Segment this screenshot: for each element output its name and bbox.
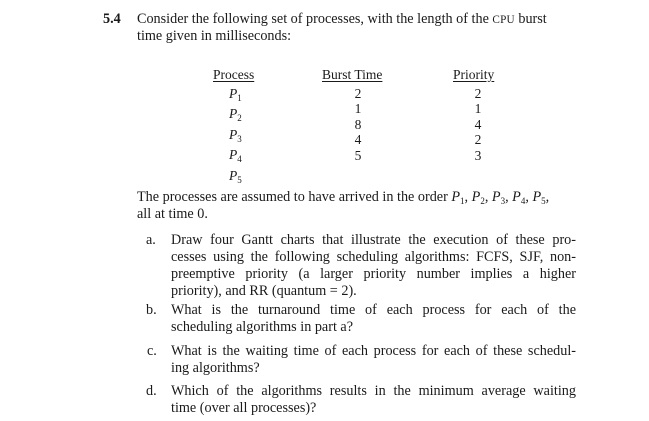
item-a-line: priority), and RR (quantum = 2). [171, 283, 357, 299]
priority-cell: 2 [474, 86, 482, 101]
burst-cell: 1 [354, 101, 362, 117]
arrival-sub: 2 [480, 196, 485, 206]
item-b-line: What is the turnaround time of each process for each of the [171, 302, 576, 318]
process-cell: $P_1$ [229, 86, 242, 103]
arrival-sub: 5 [541, 196, 546, 206]
item-b-text [171, 302, 576, 336]
problem-number: 5.4 [103, 11, 121, 27]
process-cell: $P_4$ [229, 147, 242, 165]
intro-text: Consider the following set of processes, with the length of the [137, 11, 493, 27]
problem-intro-line2: time given in milliseconds: [137, 28, 292, 44]
arrival-sub: 3 [500, 196, 506, 206]
item-c-label: c. [147, 343, 157, 359]
item-b-label: b. [146, 302, 157, 318]
item-a-line: preemptive priority (a larger priority number implies a higher [171, 266, 576, 282]
item-a-label: a. [146, 232, 156, 248]
priority-cell: 3 [474, 147, 482, 163]
item-b-line: scheduling algorithms in part a? [171, 319, 354, 335]
burst-cell: 4 [354, 132, 362, 148]
arrival-sep: , [464, 189, 472, 205]
arrival-sub: 4 [520, 196, 526, 206]
process-cell: $P_3$ [229, 126, 242, 144]
item-c-line: ing algorithms? [171, 360, 260, 376]
burst-cell: 8 [354, 116, 362, 132]
item-d-line: time (over all processes)? [171, 400, 317, 416]
arrival-end: , [545, 189, 550, 205]
item-a-line: Draw four Gantt charts that illustrate the execution of these pro- [171, 232, 576, 248]
arrival-process: P [532, 189, 542, 205]
arrival-sep: , [505, 189, 513, 205]
header-burst-time: Burst Time [322, 67, 383, 82]
intro-text-end: burst [514, 11, 547, 27]
process-column [229, 86, 242, 188]
cpu-smallcaps: CPU [492, 14, 515, 26]
item-a-line: cesses using the following scheduling algorithms: FCFS, SJF, non- [171, 249, 576, 265]
header-process: Process [213, 67, 255, 82]
arrival-process: P [512, 189, 521, 205]
arrival-process: P [471, 189, 481, 205]
priority-cell: 2 [474, 132, 482, 148]
arrival-text: The processes are assumed to have arrived in the order [137, 189, 452, 205]
burst-time-column [352, 86, 364, 163]
arrival-process: P [491, 189, 501, 205]
header-priority: Priority [453, 67, 495, 82]
arrival-process: P [451, 189, 461, 205]
item-c-text [171, 343, 576, 377]
burst-cell: 2 [354, 86, 362, 101]
priority-cell: 1 [474, 101, 482, 117]
priority-column [472, 86, 484, 163]
priority-cell: 4 [474, 116, 482, 132]
item-a-text [171, 232, 576, 300]
item-d-text [171, 383, 576, 417]
item-d-line: Which of the algorithms results in the minimum average waiting [171, 383, 576, 399]
burst-cell: 5 [354, 147, 362, 163]
problem-intro-line1 [137, 11, 577, 29]
item-d-label: d. [146, 383, 157, 399]
arrival-sep: , [525, 189, 533, 205]
arrival-sep: , [484, 189, 492, 205]
arrival-line2: all at time 0. [137, 206, 208, 222]
arrival-sub: 1 [460, 196, 465, 206]
process-cell: $P_2$ [229, 106, 242, 124]
process-cell: $P_5$ [229, 167, 242, 185]
item-c-line: What is the waiting time of each process for each of these schedul- [171, 343, 576, 359]
